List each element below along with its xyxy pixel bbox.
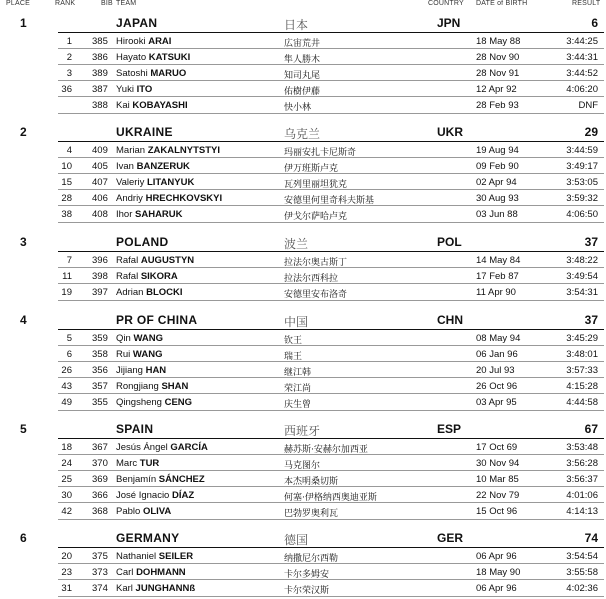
athlete-last-name: ITO <box>136 84 153 95</box>
athlete-last-name: OLIVA <box>142 506 172 517</box>
athlete-first-name: Hirooki <box>116 36 146 47</box>
athlete-result: 3:48:22 <box>566 255 598 266</box>
team-place: 2 <box>20 125 27 139</box>
athlete-dob: 28 Nov 90 <box>476 52 520 63</box>
athlete-result: 3:44:52 <box>566 68 598 79</box>
athlete-bib: 387 <box>92 84 108 95</box>
athlete-last-name: KATSUKI <box>148 52 191 63</box>
athlete-result: 3:49:54 <box>566 271 598 282</box>
athlete-name-chinese: 何塞·伊格纳西奥迪亚斯 <box>284 493 377 503</box>
athlete-last-name: SAHARUK <box>135 209 183 220</box>
athlete-bib: 368 <box>92 506 108 517</box>
athlete-name-chinese: 安德里何里奇科夫斯基 <box>284 196 375 206</box>
athlete-last-name: BANZERUK <box>136 161 190 172</box>
athlete-result: 3:53:05 <box>566 177 598 188</box>
athlete-name <box>116 84 152 95</box>
team-name-chinese: 德国 <box>284 533 309 547</box>
athlete-name <box>116 381 188 392</box>
athlete-name <box>116 193 222 204</box>
athlete-name-chinese: 伊戈尔萨哈卢克 <box>284 212 348 222</box>
athlete-bib: 396 <box>92 255 108 266</box>
team-score: 29 <box>584 125 598 139</box>
athlete-dob: 08 May 94 <box>476 333 521 344</box>
athlete-name-chinese: 卡尔多姆安 <box>284 570 330 580</box>
athlete-dob: 09 Feb 90 <box>476 161 519 172</box>
athlete-last-name: JUNGHANNß <box>135 583 196 594</box>
athlete-name-chinese: 庆生曾 <box>284 400 312 410</box>
athlete-bib: 373 <box>92 567 108 578</box>
athlete-last-name: DOHMANN <box>136 567 186 578</box>
athlete-rank: 23 <box>61 567 72 578</box>
athlete-rank: 4 <box>66 145 72 156</box>
team-name: JAPAN <box>116 16 158 30</box>
athlete-rank: 24 <box>61 458 72 469</box>
athlete-row <box>58 205 604 223</box>
header-bib: BIB <box>101 0 113 7</box>
team-name-chinese: 中国 <box>284 315 309 329</box>
athlete-result: 3:44:25 <box>566 36 598 47</box>
athlete-bib: 358 <box>92 349 108 360</box>
athlete-dob: 19 Aug 94 <box>476 145 519 156</box>
athlete-result: 3:48:01 <box>566 349 598 360</box>
athlete-first-name: Benjamín <box>116 474 157 485</box>
athlete-bib: 407 <box>92 177 108 188</box>
athlete-name-chinese: 拉法尔奥古斯丁 <box>284 258 348 268</box>
athlete-bib: 385 <box>92 36 108 47</box>
athlete-result: 3:49:17 <box>566 161 598 172</box>
athlete-bib: 357 <box>92 381 108 392</box>
team-place: 4 <box>20 313 27 327</box>
athlete-last-name: SHAN <box>161 381 189 392</box>
athlete-name-chinese: 隼人勝木 <box>284 55 321 65</box>
header-place: PLACE <box>6 0 30 7</box>
athlete-row <box>58 502 604 520</box>
athlete-dob: 03 Apr 95 <box>476 397 517 408</box>
team-place: 3 <box>20 235 27 249</box>
athlete-bib: 366 <box>92 490 108 501</box>
athlete-first-name: Ihor <box>116 209 133 220</box>
athlete-row <box>58 361 604 378</box>
athlete-rank: 6 <box>66 349 72 360</box>
athlete-last-name: LITANYUK <box>146 177 195 188</box>
athlete-first-name: José Ignacio <box>116 490 170 501</box>
athlete-result: 4:15:28 <box>566 381 598 392</box>
athlete-name <box>116 442 208 453</box>
athlete-result: 3:56:28 <box>566 458 598 469</box>
athlete-first-name: Qingsheng <box>116 397 162 408</box>
athlete-name-chinese: 伊万班斯卢克 <box>284 164 339 174</box>
team-name: UKRAINE <box>116 125 173 139</box>
athlete-last-name: HAN <box>145 365 167 376</box>
athlete-name <box>116 255 194 266</box>
athlete-bib: 356 <box>92 365 108 376</box>
athlete-dob: 18 May 90 <box>476 567 521 578</box>
athlete-rank: 36 <box>61 84 72 95</box>
athlete-dob: 10 Mar 85 <box>476 474 519 485</box>
team-place: 6 <box>20 531 27 545</box>
athlete-result: 3:53:48 <box>566 442 598 453</box>
athlete-result: 3:59:32 <box>566 193 598 204</box>
athlete-result: 4:44:58 <box>566 397 598 408</box>
athlete-row <box>58 64 604 81</box>
athlete-result: 4:01:06 <box>566 490 598 501</box>
athlete-result: 4:06:50 <box>566 209 598 220</box>
team-country-code: GER <box>437 531 464 545</box>
athlete-name-chinese: 马克图尔 <box>284 461 321 471</box>
athlete-dob: 14 May 84 <box>476 255 521 266</box>
athlete-result: 3:44:31 <box>566 52 598 63</box>
athlete-name-chinese: 纳撒尼尔西勒 <box>284 554 339 564</box>
athlete-rank: 11 <box>62 271 72 282</box>
team-score: 74 <box>584 531 598 545</box>
athlete-row <box>58 393 604 411</box>
athlete-rank: 10 <box>61 161 72 172</box>
athlete-bib: 388 <box>92 100 108 111</box>
athlete-bib: 370 <box>92 458 108 469</box>
athlete-name <box>116 365 166 376</box>
athlete-rank: 20 <box>61 551 72 562</box>
athlete-last-name: SIKORA <box>140 271 178 282</box>
athlete-first-name: Marc <box>116 458 138 469</box>
athlete-first-name: Yuki <box>116 84 134 95</box>
athlete-row <box>58 377 604 394</box>
athlete-name <box>116 100 188 111</box>
athlete-name-chinese: 拉法尔西科拉 <box>284 274 339 284</box>
athlete-result: DNF <box>578 100 598 111</box>
athlete-result: 3:54:54 <box>566 551 598 562</box>
athlete-last-name: ARAI <box>148 36 172 47</box>
athlete-first-name: Rui <box>116 349 131 360</box>
athlete-dob: 22 Nov 79 <box>476 490 520 501</box>
athlete-name-chinese: 知司丸尾 <box>284 71 321 81</box>
athlete-first-name: Andriy <box>116 193 143 204</box>
athlete-last-name: WANG <box>132 349 163 360</box>
athlete-dob: 06 Apr 96 <box>476 551 517 562</box>
team-header <box>0 529 606 547</box>
athlete-rank: 49 <box>61 397 72 408</box>
athlete-name <box>116 397 192 408</box>
athlete-row <box>58 345 604 362</box>
athlete-row <box>58 157 604 174</box>
athlete-dob: 17 Feb 87 <box>476 271 519 282</box>
athlete-first-name: Jijiang <box>116 365 143 376</box>
athlete-name <box>116 349 162 360</box>
athlete-last-name: WANG <box>133 333 163 344</box>
athlete-name <box>116 68 186 79</box>
athlete-name <box>116 52 190 63</box>
athlete-rank: 7 <box>66 255 72 266</box>
team-place: 1 <box>20 16 27 30</box>
athlete-last-name: SÁNCHEZ <box>158 474 205 485</box>
athlete-first-name: Rafal <box>116 271 139 282</box>
athlete-last-name: GARCÍA <box>170 442 208 453</box>
athlete-row <box>58 283 604 301</box>
athlete-first-name: Carl <box>116 567 134 578</box>
athlete-row <box>58 189 604 206</box>
athlete-dob: 15 Oct 96 <box>476 506 518 517</box>
athlete-first-name: Rongjiang <box>116 381 159 392</box>
athlete-result: 3:45:29 <box>566 333 598 344</box>
athlete-name <box>116 458 159 469</box>
athlete-last-name: CENG <box>164 397 193 408</box>
athlete-name-chinese: 钦王 <box>284 336 303 346</box>
athlete-dob: 18 May 88 <box>476 36 521 47</box>
athlete-bib: 367 <box>92 442 108 453</box>
athlete-rank: 2 <box>66 52 72 63</box>
athlete-last-name: HRECHKOVSKYI <box>145 193 223 204</box>
athlete-result: 4:06:20 <box>566 84 598 95</box>
athlete-first-name: Nathaniel <box>116 551 157 562</box>
team-name-chinese: 乌克兰 <box>284 127 321 141</box>
athlete-first-name: Rafal <box>116 255 139 266</box>
athlete-first-name: Satoshi <box>116 68 148 79</box>
athlete-name <box>116 490 194 501</box>
athlete-name <box>116 161 190 172</box>
athlete-name-chinese: 荣江尚 <box>284 384 312 394</box>
athlete-rank: 18 <box>61 442 72 453</box>
team-name-chinese: 波兰 <box>284 237 309 251</box>
athlete-rank: 31 <box>61 583 72 594</box>
team-country-code: ESP <box>437 422 462 436</box>
athlete-name-chinese: 佑樹伊藤 <box>284 87 321 97</box>
athlete-bib: 386 <box>92 52 108 63</box>
athlete-bib: 369 <box>92 474 108 485</box>
athlete-result: 4:14:13 <box>566 506 598 517</box>
athlete-name-chinese: 広宙荒井 <box>284 39 321 49</box>
athlete-last-name: AUGUSTYN <box>140 255 195 266</box>
athlete-dob: 11 Apr 90 <box>476 287 516 298</box>
athlete-first-name: Jesús Ángel <box>116 442 168 453</box>
athlete-last-name: SEILER <box>158 551 194 562</box>
athlete-name <box>116 36 171 47</box>
athlete-row <box>58 173 604 190</box>
athlete-row <box>58 32 604 49</box>
athlete-rank: 28 <box>61 193 72 204</box>
athlete-result: 3:54:31 <box>566 287 598 298</box>
athlete-dob: 12 Apr 92 <box>476 84 517 95</box>
athlete-name-chinese: 赫苏斯·安赫尔加西亚 <box>284 445 368 455</box>
athlete-rank: 43 <box>61 381 72 392</box>
athlete-last-name: ZAKALNYTSTYI <box>147 145 220 156</box>
athlete-name <box>116 177 194 188</box>
athlete-bib: 409 <box>92 145 108 156</box>
athlete-first-name: Ivan <box>116 161 134 172</box>
athlete-name-chinese: 快小林 <box>284 103 312 113</box>
athlete-bib: 406 <box>92 193 108 204</box>
athlete-name-chinese: 本杰明桑切斯 <box>284 477 339 487</box>
athlete-dob: 20 Jul 93 <box>476 365 515 376</box>
athlete-bib: 397 <box>92 287 108 298</box>
athlete-dob: 26 Oct 96 <box>476 381 518 392</box>
athlete-first-name: Pablo <box>116 506 141 517</box>
athlete-bib: 359 <box>92 333 108 344</box>
athlete-first-name: Valeriy <box>116 177 145 188</box>
athlete-name <box>116 145 220 156</box>
team-score: 67 <box>584 422 598 436</box>
athlete-rank: 5 <box>66 333 72 344</box>
athlete-rank: 26 <box>61 365 72 376</box>
athlete-first-name: Kai <box>116 100 130 111</box>
team-header <box>0 123 606 141</box>
athlete-result: 3:57:33 <box>566 365 598 376</box>
header-dob: DATE of BIRTH <box>476 0 528 7</box>
athlete-name-chinese: 卡尔荣汉斯 <box>284 586 330 596</box>
athlete-first-name: Adrian <box>116 287 144 298</box>
athlete-row <box>58 579 604 597</box>
athlete-row <box>58 563 604 580</box>
athlete-last-name: TUR <box>139 458 160 469</box>
athlete-bib: 355 <box>92 397 108 408</box>
athlete-result: 3:56:37 <box>566 474 598 485</box>
header-result: RESULT <box>572 0 601 7</box>
athlete-rank: 30 <box>61 490 72 501</box>
athlete-dob: 30 Nov 94 <box>476 458 520 469</box>
team-name-chinese: 西班牙 <box>284 424 321 438</box>
athlete-bib: 405 <box>92 161 108 172</box>
athlete-bib: 389 <box>92 68 108 79</box>
athlete-row <box>58 438 604 455</box>
athlete-dob: 17 Oct 69 <box>476 442 518 453</box>
team-place: 5 <box>20 422 27 436</box>
athlete-first-name: Karl <box>116 583 133 594</box>
athlete-name <box>116 567 186 578</box>
athlete-dob: 30 Aug 93 <box>476 193 519 204</box>
team-name: GERMANY <box>116 531 180 545</box>
athlete-name <box>116 551 193 562</box>
team-country-code: JPN <box>437 16 461 30</box>
athlete-rank: 19 <box>61 287 72 298</box>
athlete-result: 3:44:59 <box>566 145 598 156</box>
team-header <box>0 233 606 251</box>
athlete-name <box>116 474 205 485</box>
team-score: 6 <box>591 16 598 30</box>
athlete-row <box>58 80 604 97</box>
athlete-last-name: MARUO <box>150 68 187 79</box>
athlete-dob: 03 Jun 88 <box>476 209 518 220</box>
athlete-dob: 06 Jan 96 <box>476 349 518 360</box>
athlete-first-name: Hayato <box>116 52 147 63</box>
team-header <box>0 311 606 329</box>
athlete-row <box>58 486 604 503</box>
athlete-last-name: DÍAZ <box>171 490 195 501</box>
athlete-result: 3:55:58 <box>566 567 598 578</box>
athlete-name-chinese: 巴勃罗奥利瓦 <box>284 509 339 519</box>
athlete-row <box>58 547 604 564</box>
athlete-bib: 398 <box>92 271 108 282</box>
athlete-row <box>58 251 604 268</box>
team-name-chinese: 日本 <box>284 18 309 32</box>
team-name: SPAIN <box>116 422 154 436</box>
header-country: COUNTRY <box>428 0 464 7</box>
team-header <box>0 14 606 32</box>
athlete-rank: 42 <box>61 506 72 517</box>
athlete-last-name: BLOCKI <box>146 287 183 298</box>
team-name: PR OF CHINA <box>116 313 198 327</box>
athlete-row <box>58 141 604 158</box>
athlete-name <box>116 271 178 282</box>
athlete-name <box>116 287 183 298</box>
athlete-rank: 38 <box>61 209 72 220</box>
athlete-row <box>58 454 604 471</box>
athlete-bib: 374 <box>92 583 108 594</box>
athlete-result: 4:02:36 <box>566 583 598 594</box>
athlete-dob: 28 Feb 93 <box>476 100 519 111</box>
team-country-code: CHN <box>437 313 463 327</box>
athlete-row <box>58 329 604 346</box>
athlete-name-chinese: 玛丽安扎卡尼斯奇 <box>284 148 357 158</box>
team-header <box>0 420 606 438</box>
athlete-dob: 06 Apr 96 <box>476 583 517 594</box>
athlete-rank: 3 <box>66 68 72 79</box>
athlete-bib: 375 <box>92 551 108 562</box>
team-country-code: UKR <box>437 125 463 139</box>
team-score: 37 <box>584 313 598 327</box>
athlete-name-chinese: 瑞王 <box>284 352 303 362</box>
athlete-rank: 1 <box>66 36 72 47</box>
athlete-name <box>116 209 183 220</box>
header-team: TEAM <box>116 0 137 7</box>
athlete-dob: 28 Nov 91 <box>476 68 520 79</box>
athlete-first-name: Marian <box>116 145 146 156</box>
team-name: POLAND <box>116 235 169 249</box>
athlete-last-name: KOBAYASHI <box>132 100 188 111</box>
athlete-row <box>58 96 604 114</box>
athlete-name-chinese: 安德里安布洛奇 <box>284 290 348 300</box>
header-rank: RANK <box>55 0 76 7</box>
athlete-name-chinese: 继江韩 <box>284 368 312 378</box>
athlete-row <box>58 470 604 487</box>
athlete-rank: 25 <box>61 474 72 485</box>
athlete-name-chinese: 瓦列里丽坦犹克 <box>284 180 348 190</box>
athlete-first-name: Qin <box>116 333 131 344</box>
athlete-name <box>116 333 163 344</box>
athlete-dob: 02 Apr 94 <box>476 177 517 188</box>
team-country-code: POL <box>437 235 462 249</box>
athlete-name <box>116 583 195 594</box>
athlete-rank: 15 <box>61 177 72 188</box>
athlete-name <box>116 506 171 517</box>
athlete-row <box>58 48 604 65</box>
team-score: 37 <box>584 235 598 249</box>
athlete-bib: 408 <box>92 209 108 220</box>
athlete-row <box>58 267 604 284</box>
